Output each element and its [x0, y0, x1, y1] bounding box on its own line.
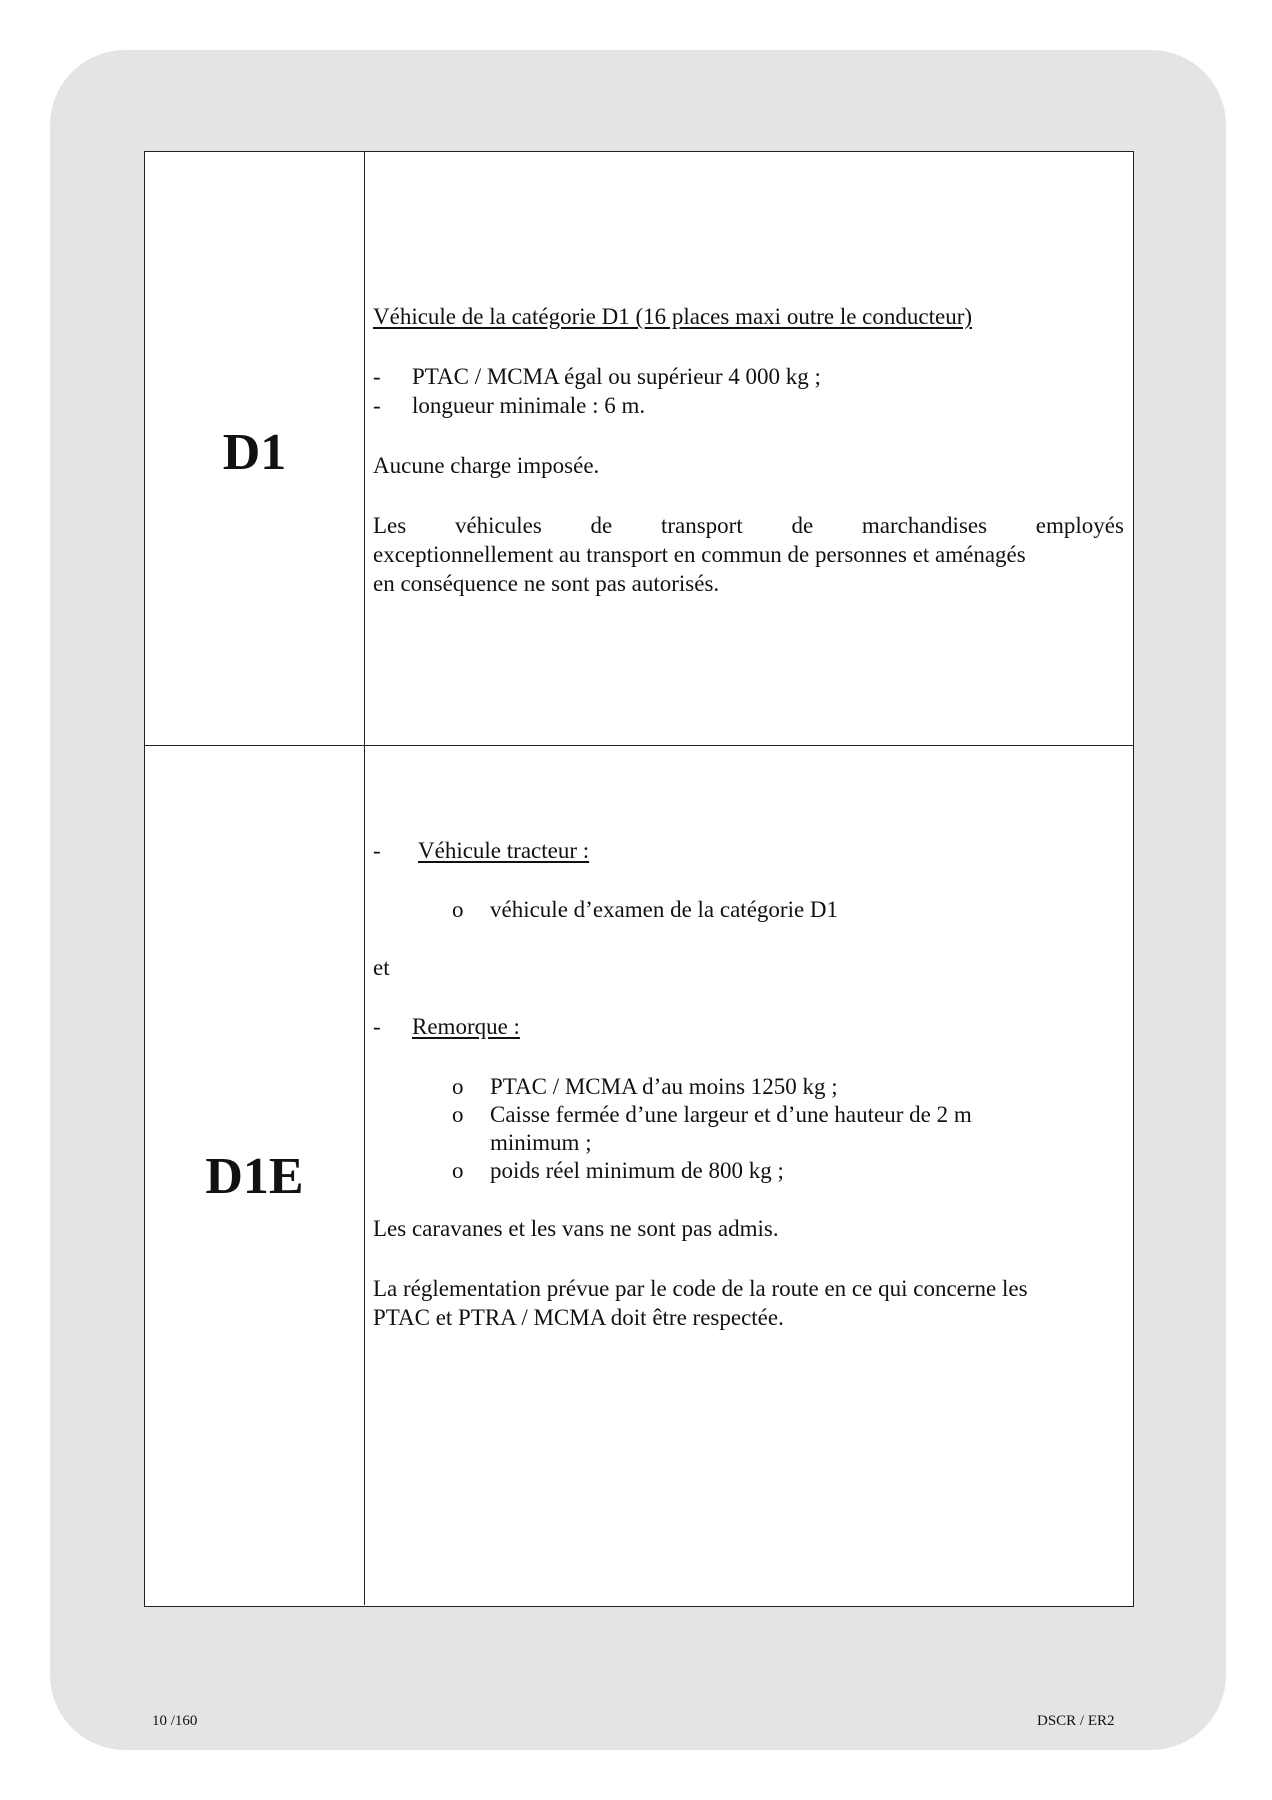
bullet-marker: o: [452, 897, 464, 922]
regulation-line-2: PTAC et PTRA / MCMA doit être respectée.: [373, 1305, 784, 1330]
d1-title: Véhicule de la catégorie D1 (16 places maxi outre le conducteur): [373, 304, 973, 329]
list-item: longueur minimale : 6 m.: [412, 393, 646, 418]
tractor-title: Véhicule tracteur :: [418, 838, 590, 863]
d1-note-line-2: exceptionnellement au transport en commun de personnes et aménagés: [373, 542, 1026, 567]
list-marker: -: [373, 1014, 381, 1039]
category-content-d1e: [365, 746, 1133, 1605]
trailer-item: Caisse fermée d’une largeur et d’une hauteur de 2 m: [490, 1102, 972, 1127]
category-label-d1e: D1E: [205, 1148, 304, 1205]
document-reference: DSCR / ER2: [1037, 1713, 1115, 1729]
table-row-d1: [145, 152, 1133, 746]
trailer-item-continued: minimum ;: [490, 1130, 592, 1155]
trailer-item: PTAC / MCMA d’au moins 1250 kg ;: [490, 1074, 838, 1099]
list-item: PTAC / MCMA égal ou supérieur 4 000 kg ;: [412, 364, 821, 389]
trailer-item: poids réel minimum de 800 kg ;: [490, 1158, 784, 1183]
list-marker: -: [373, 393, 381, 418]
caravans-text: Les caravanes et les vans ne sont pas admis.: [373, 1216, 779, 1241]
list-marker: -: [373, 838, 381, 863]
d1-note-line-3: en conséquence ne sont pas autorisés.: [373, 571, 720, 596]
category-content-d1: [365, 152, 1133, 745]
category-table: [144, 151, 1134, 1607]
word: employés: [1035, 513, 1124, 538]
word: Les: [373, 513, 407, 538]
word: marchandises: [861, 513, 988, 538]
word: de: [791, 513, 814, 538]
list-marker: -: [373, 364, 381, 389]
tractor-item: véhicule d’examen de la catégorie D1: [490, 897, 839, 922]
table-row-d1e: [145, 746, 1133, 1605]
category-label-cell: [145, 152, 365, 745]
bullet-marker: o: [452, 1074, 464, 1099]
d1-note-line-1: [373, 511, 1124, 540]
word: transport: [660, 513, 743, 538]
page-number: 10 /160: [152, 1713, 198, 1729]
conjunction-text: et: [373, 955, 390, 980]
category-label-cell: [145, 746, 365, 1605]
trailer-title: Remorque :: [412, 1014, 520, 1039]
d1-load-text: Aucune charge imposée.: [373, 453, 600, 478]
bullet-marker: o: [452, 1158, 464, 1183]
category-label-d1: D1: [222, 424, 287, 481]
bullet-marker: o: [452, 1102, 464, 1127]
regulation-line-1: La réglementation prévue par le code de la route en ce qui concerne les: [373, 1276, 1028, 1301]
word: véhicules: [454, 513, 542, 538]
word: de: [590, 513, 613, 538]
